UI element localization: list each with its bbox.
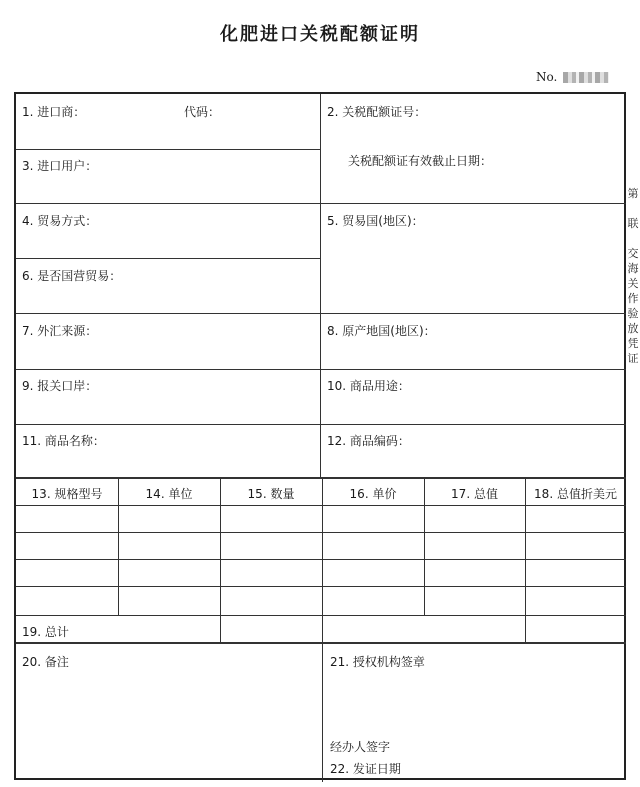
col-line-3 (322, 477, 323, 782)
table-top (16, 477, 626, 479)
side-note-copy-number: 第 (627, 187, 639, 200)
divider-left-5 (16, 369, 320, 370)
goods-code-label: 12. 商品编码： (327, 434, 410, 448)
document-number (536, 70, 609, 84)
origin-country-label: 8. 原产地国(地区)： (327, 324, 436, 338)
quota-cert-no-label: 2. 关税配额证号： (327, 105, 427, 119)
divider-right-2 (320, 313, 626, 314)
forex-source-label: 7. 外汇来源： (22, 324, 98, 338)
quota-expiry-label: 关税配额证有效截止日期： (348, 154, 493, 168)
side-note-purpose: 交海关作验放凭证 (627, 247, 639, 365)
customs-port-label: 9. 报关口岸： (22, 379, 98, 393)
issue-date-label: 22. 发证日期 (330, 762, 401, 776)
center-divider-upper (320, 94, 321, 477)
table-header-bottom (16, 505, 626, 506)
certificate-form (14, 92, 626, 780)
remarks-label: 20. 备注 (22, 655, 69, 669)
col-header-unit-price: 16. 单价 (349, 487, 397, 501)
divider-right-1 (320, 203, 626, 204)
table-row-line-3 (16, 586, 626, 587)
col-header-total-usd: 18. 总值折美元 (534, 487, 617, 501)
doc-no-label: No. (536, 70, 558, 84)
divider-left-2 (16, 203, 320, 204)
redacted-number (563, 72, 609, 83)
divider-left-1 (16, 149, 320, 150)
state-trade-label: 6. 是否国营贸易： (22, 269, 122, 283)
document-title: 化肥进口关税配额证明 (220, 24, 420, 45)
code-label: 代码： (184, 105, 221, 119)
trade-mode-label: 4. 贸易方式： (22, 214, 98, 228)
authority-stamp-label: 21. 授权机构签章 (330, 655, 425, 669)
table-row-line-4 (16, 615, 626, 616)
divider-left-3 (16, 258, 320, 259)
divider-right-3 (320, 369, 626, 370)
importer-label: 1. 进口商： (22, 105, 86, 119)
divider-left-6 (16, 424, 320, 425)
divider-right-4 (320, 424, 626, 425)
col-header-spec: 13. 规格型号 (31, 487, 103, 501)
col-header-total-value: 17. 总值 (451, 487, 498, 501)
signer-label: 经办人签字 (330, 740, 391, 754)
goods-name-label: 11. 商品名称： (22, 434, 105, 448)
col-header-unit: 14. 单位 (145, 487, 193, 501)
table-bottom (16, 642, 626, 644)
goods-purpose-label: 10. 商品用途： (327, 379, 410, 393)
table-row-line-2 (16, 559, 626, 560)
import-user-label: 3. 进口用户： (22, 159, 98, 173)
divider-left-4 (16, 313, 320, 314)
table-row-line-1 (16, 532, 626, 533)
total-label: 19. 总计 (22, 625, 69, 639)
side-note-copy-word: 联 (627, 217, 639, 230)
col-header-quantity: 15. 数量 (247, 487, 295, 501)
trade-country-label: 5. 贸易国(地区)： (327, 214, 424, 228)
